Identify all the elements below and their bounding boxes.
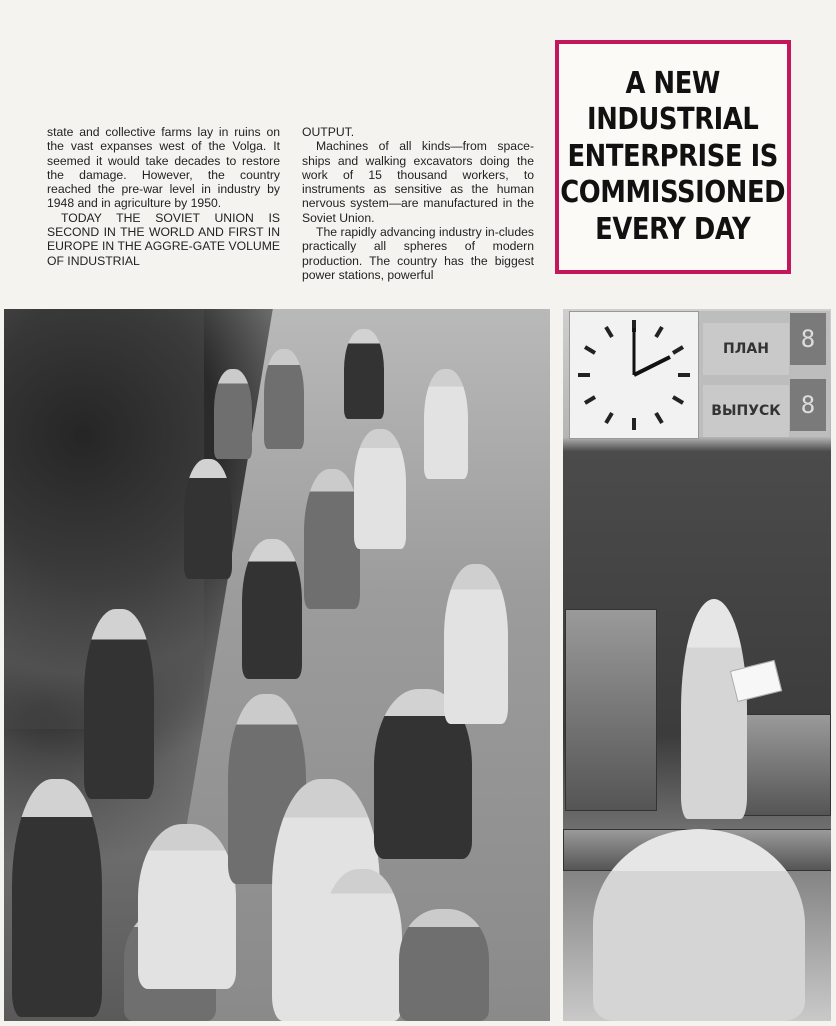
left-paragraph-1: state and collective farms lay in ruins on the vast expanses west of the Volga. It seemed it would take decades to restore the damage. However, the country reached the pre-war level in industry by 1948 and in agriculture by 1950. <box>47 125 280 211</box>
factory-photo <box>563 309 831 1021</box>
headline-box <box>555 40 791 274</box>
person <box>264 349 304 449</box>
right-text-column <box>302 125 534 282</box>
person <box>354 429 406 549</box>
person <box>322 869 402 1021</box>
person <box>138 824 236 989</box>
machine <box>565 609 657 811</box>
plan-label: ПЛАН <box>703 323 789 375</box>
person <box>242 539 302 679</box>
person <box>184 459 232 579</box>
right-paragraph-2: Machines of all kinds—from space-ships and walking excavators doing the work of 15 thousand workers, to instruments as sensitive as the human nervous system—are manufactured in the Soviet Union. <box>302 139 534 225</box>
photo-gutter <box>550 309 563 1026</box>
output-digit: 8 <box>790 379 826 431</box>
clock-face-icon <box>570 312 698 438</box>
right-paragraph-1: OUTPUT. <box>302 125 355 139</box>
plan-digit: 8 <box>790 313 826 365</box>
wall-clock <box>569 311 699 439</box>
worker <box>593 829 805 1021</box>
person <box>424 369 468 479</box>
person <box>214 369 252 459</box>
person <box>344 329 384 419</box>
left-text-column <box>47 125 280 268</box>
person <box>84 609 154 799</box>
worker <box>681 599 747 819</box>
person <box>399 909 489 1021</box>
crowd-photo <box>4 309 550 1021</box>
left-paragraph-2: TODAY THE SOVIET UNION IS SECOND IN THE WORLD AND FIRST IN EUROPE IN THE AGGRE-GATE VOLUME OF INDUSTRIAL <box>47 210 280 268</box>
person <box>12 779 102 1017</box>
person <box>304 469 360 609</box>
person <box>444 564 508 724</box>
production-board <box>699 311 830 437</box>
output-label: ВЫПУСК <box>703 385 789 437</box>
right-paragraph-3: The rapidly advancing industry in-cludes practically all spheres of modern production. The country has the biggest power stations, powerful <box>302 225 534 282</box>
headline-text: A NEW INDUSTRIAL ENTERPRISE IS COMMISSIONED EVERY DAY <box>560 65 786 247</box>
